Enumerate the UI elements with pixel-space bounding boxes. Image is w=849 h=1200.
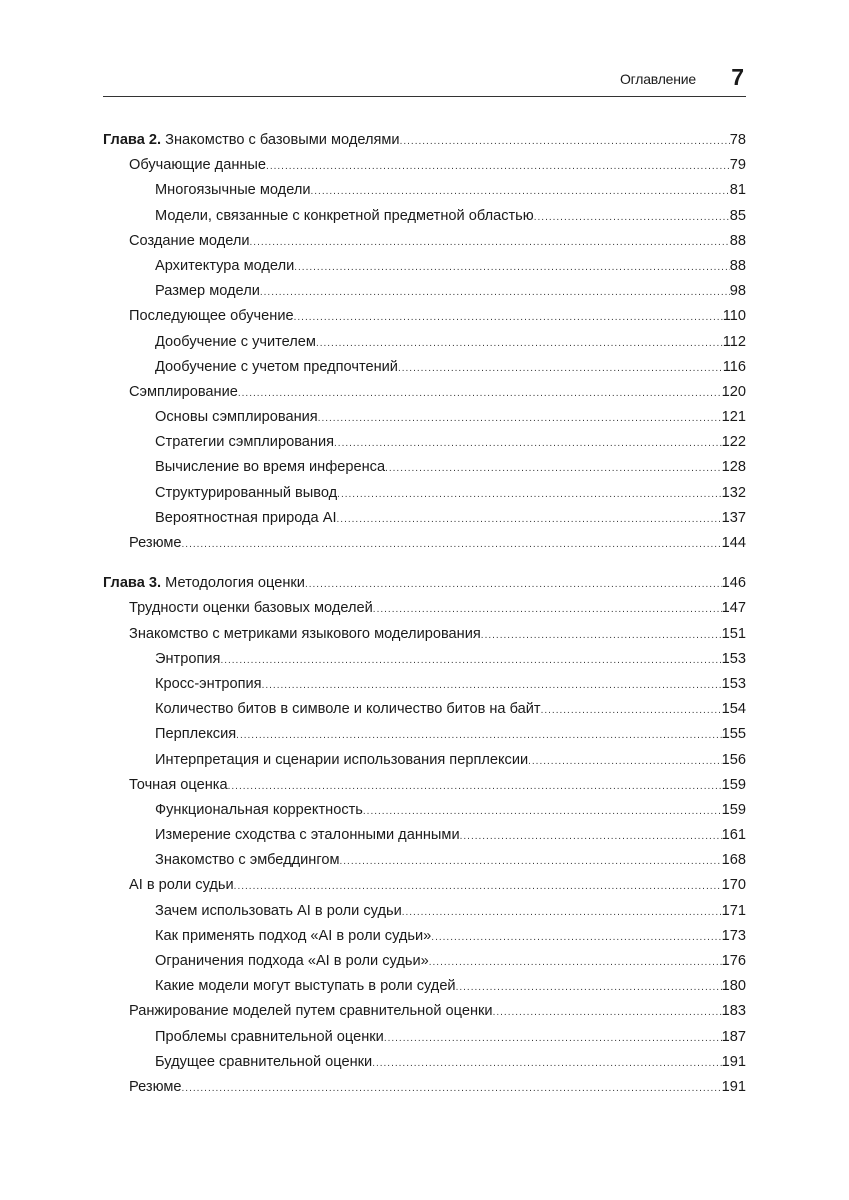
- toc-entry-label: AI в роли судьи: [129, 877, 234, 894]
- dot-leader: [337, 482, 721, 507]
- toc-entry-label: Зачем использовать AI в роли судьи: [155, 902, 402, 919]
- chapter-prefix: Глава 3.: [103, 575, 162, 592]
- toc-chapter-heading[interactable]: [103, 571, 746, 596]
- toc-entry-label: Дообучение с учетом предпочтений: [155, 358, 398, 375]
- toc-section[interactable]: [103, 153, 746, 178]
- toc-entry-label: Ограничения подхода «AI в роли судьи»: [155, 953, 429, 969]
- toc-page-number: 155: [721, 726, 746, 743]
- toc-section[interactable]: [103, 229, 746, 254]
- toc-page-number: 137: [721, 509, 746, 526]
- toc-section[interactable]: [103, 999, 746, 1024]
- dot-leader: [318, 406, 722, 431]
- toc-subsection[interactable]: [103, 1025, 746, 1050]
- toc-section[interactable]: [103, 773, 746, 798]
- toc-entry-label: Вычисление во время инференса: [155, 459, 386, 476]
- toc-entry-label: [103, 571, 305, 596]
- dot-leader: [481, 623, 722, 648]
- toc-entry-label: Энтропия: [155, 650, 221, 667]
- dot-leader: [384, 1026, 722, 1051]
- dot-leader: [402, 900, 722, 925]
- toc-section[interactable]: [103, 873, 746, 898]
- toc-section[interactable]: [103, 1075, 746, 1100]
- toc-chapter: [103, 128, 746, 556]
- toc-subsection[interactable]: [103, 330, 746, 355]
- toc-page-number: 180: [721, 978, 746, 995]
- toc-entry-label: Функциональная корректность: [155, 801, 363, 818]
- dot-leader: [316, 331, 723, 356]
- toc-entry-label: Стратегии сэмплирования: [155, 434, 335, 451]
- toc-entry-label: Знакомство с метриками языкового моделирования: [129, 625, 481, 642]
- toc-entry-label: Перплексия: [155, 726, 237, 743]
- toc-entry-label: Знакомство с эмбеддингом: [155, 852, 340, 869]
- toc-subsection[interactable]: [103, 924, 746, 949]
- toc-subsection[interactable]: [103, 355, 746, 380]
- dot-leader: [294, 255, 730, 280]
- dot-leader: [400, 129, 730, 154]
- toc-entry-label: Архитектура модели: [155, 257, 295, 274]
- running-head: [103, 62, 746, 97]
- dot-leader: [385, 456, 722, 481]
- toc-entry-label: Структурированный вывод: [155, 484, 338, 501]
- toc-page-number: 79: [729, 157, 746, 174]
- toc-page-number: 110: [722, 308, 746, 325]
- dot-leader: [182, 532, 722, 557]
- toc-page-number: 187: [721, 1028, 746, 1045]
- toc-subsection[interactable]: [103, 748, 746, 773]
- toc-page-number: 147: [721, 600, 746, 617]
- toc-subsection[interactable]: [103, 848, 746, 873]
- dot-leader: [262, 673, 722, 698]
- toc-page-number: 176: [721, 953, 746, 969]
- dot-leader: [372, 1051, 721, 1076]
- toc-entry-label: Последующее обучение: [129, 308, 294, 325]
- toc-entry-label: Многоязычные модели: [155, 182, 311, 199]
- toc-page-number: 171: [721, 902, 746, 919]
- dot-leader: [266, 154, 730, 179]
- dot-leader: [260, 280, 730, 305]
- toc-page-number: 121: [721, 409, 746, 426]
- toc-page-number: 132: [721, 484, 746, 501]
- toc-subsection[interactable]: [103, 697, 746, 722]
- toc-entry-label: Какие модели могут выступать в роли судей: [155, 978, 456, 995]
- toc-page-number: 116: [722, 358, 746, 375]
- toc-subsection[interactable]: [103, 178, 746, 203]
- chapter-title: Знакомство с базовыми моделями: [165, 132, 400, 148]
- toc-page-number: 170: [721, 877, 746, 894]
- dot-leader: [334, 431, 722, 456]
- dot-leader: [429, 950, 722, 975]
- toc-entry-label: Проблемы сравнительной оценки: [155, 1028, 384, 1045]
- toc-subsection[interactable]: [103, 647, 746, 672]
- toc-page-number: 191: [721, 1078, 746, 1095]
- toc-entry-label: Будущее сравнительной оценки: [155, 1053, 373, 1070]
- toc-subsection[interactable]: [103, 455, 746, 480]
- toc-subsection[interactable]: [103, 506, 746, 531]
- toc-page-number: 78: [729, 132, 746, 148]
- dot-leader: [493, 1000, 722, 1025]
- dot-leader: [460, 824, 722, 849]
- dot-leader: [528, 749, 722, 774]
- toc-entry-label: Резюме: [129, 535, 182, 551]
- toc-page-number: 156: [721, 751, 746, 768]
- dot-leader: [294, 305, 723, 330]
- toc-entry-label: Резюме: [129, 1078, 182, 1095]
- toc-page-number: 88: [729, 232, 746, 249]
- toc-page-number: 154: [721, 701, 746, 718]
- toc-page-number: 85: [729, 207, 746, 224]
- toc-section[interactable]: [103, 531, 746, 556]
- toc-page-number: 128: [721, 459, 746, 476]
- toc-page-number: 173: [721, 927, 746, 944]
- toc-subsection[interactable]: [103, 823, 746, 848]
- toc-entry-label: Сэмплирование: [129, 383, 238, 400]
- toc-page-number: 112: [722, 333, 746, 350]
- toc-page-number: 88: [729, 257, 746, 274]
- dot-leader: [182, 1076, 722, 1101]
- chapter-title: Методология оценки: [165, 575, 305, 592]
- toc-page-number: 144: [721, 535, 746, 551]
- toc-page-number: 122: [721, 434, 746, 451]
- dot-leader: [234, 874, 722, 899]
- toc-entry-label: Как применять подход «AI в роли судьи»: [155, 927, 432, 944]
- toc-subsection[interactable]: [103, 279, 746, 304]
- toc-page-number: 161: [721, 827, 746, 844]
- toc-subsection[interactable]: [103, 481, 746, 506]
- toc-subsection[interactable]: [103, 405, 746, 430]
- dot-leader: [398, 356, 723, 381]
- toc-section[interactable]: [103, 596, 746, 621]
- toc-entry-label: Дообучение с учителем: [155, 333, 316, 350]
- toc-page-number: 159: [721, 776, 746, 793]
- toc-subsection[interactable]: [103, 949, 746, 974]
- toc-entry-label: Трудности оценки базовых моделей: [129, 600, 373, 617]
- toc-page-number: 183: [721, 1003, 746, 1020]
- dot-leader: [305, 572, 722, 597]
- toc-subsection[interactable]: [103, 1050, 746, 1075]
- toc-entry-label: Модели, связанные с конкретной предметной областью: [155, 207, 534, 224]
- toc-entry-label: Интерпретация и сценарии использования перплексии: [155, 751, 529, 768]
- dot-leader: [534, 205, 730, 230]
- toc-chapter-heading[interactable]: [103, 128, 746, 153]
- dot-leader: [238, 381, 722, 406]
- dot-leader: [228, 774, 722, 799]
- toc-chapter: [103, 571, 746, 1100]
- dot-leader: [363, 799, 722, 824]
- toc-entry-label: Основы сэмплирования: [155, 409, 318, 426]
- toc-subsection[interactable]: [103, 974, 746, 999]
- toc-subsection[interactable]: [103, 722, 746, 747]
- toc-subsection[interactable]: [103, 798, 746, 823]
- toc-entry-label: Кросс-энтропия: [155, 675, 262, 692]
- toc-entry-label: Размер модели: [155, 283, 260, 300]
- dot-leader: [337, 507, 722, 532]
- toc-section[interactable]: [103, 622, 746, 647]
- toc-subsection[interactable]: [103, 672, 746, 697]
- toc-page-number: 191: [721, 1053, 746, 1070]
- toc-page-number: 120: [721, 383, 746, 400]
- toc-entry-label: [103, 128, 400, 153]
- dot-leader: [250, 230, 730, 255]
- running-head-title: Оглавление: [619, 71, 696, 87]
- toc-entry-label: Ранжирование моделей путем сравнительной оценки: [129, 1003, 493, 1020]
- toc-subsection[interactable]: [103, 204, 746, 229]
- toc-section[interactable]: [103, 304, 746, 329]
- dot-leader: [456, 975, 722, 1000]
- dot-leader: [236, 723, 721, 748]
- dot-leader: [541, 698, 722, 723]
- dot-leader: [311, 179, 730, 204]
- table-of-contents: [103, 128, 746, 1115]
- toc-page-number: 151: [721, 625, 746, 642]
- toc-section[interactable]: [103, 380, 746, 405]
- toc-page-number: 146: [721, 575, 746, 592]
- toc-entry-label: Точная оценка: [129, 776, 228, 793]
- toc-page-number: 81: [729, 182, 746, 199]
- dot-leader: [373, 597, 722, 622]
- toc-page-number: 153: [721, 675, 746, 692]
- toc-subsection[interactable]: [103, 899, 746, 924]
- toc-subsection[interactable]: [103, 254, 746, 279]
- toc-subsection[interactable]: [103, 430, 746, 455]
- toc-entry-label: Обучающие данные: [129, 157, 267, 174]
- toc-page-number: 153: [721, 650, 746, 667]
- toc-page-number: 98: [729, 283, 746, 300]
- toc-entry-label: Создание модели: [129, 232, 250, 249]
- toc-page-number: 159: [721, 801, 746, 818]
- chapter-prefix: Глава 2.: [103, 132, 162, 148]
- page-number: 7: [731, 64, 744, 90]
- toc-entry-label: Вероятностная природа AI: [155, 509, 337, 526]
- dot-leader: [339, 849, 721, 874]
- toc-entry-label: Измерение сходства с эталонными данными: [155, 827, 460, 844]
- toc-page-number: 168: [721, 852, 746, 869]
- dot-leader: [220, 648, 721, 673]
- toc-entry-label: Количество битов в символе и количество битов на байт: [155, 701, 541, 718]
- dot-leader: [431, 925, 721, 950]
